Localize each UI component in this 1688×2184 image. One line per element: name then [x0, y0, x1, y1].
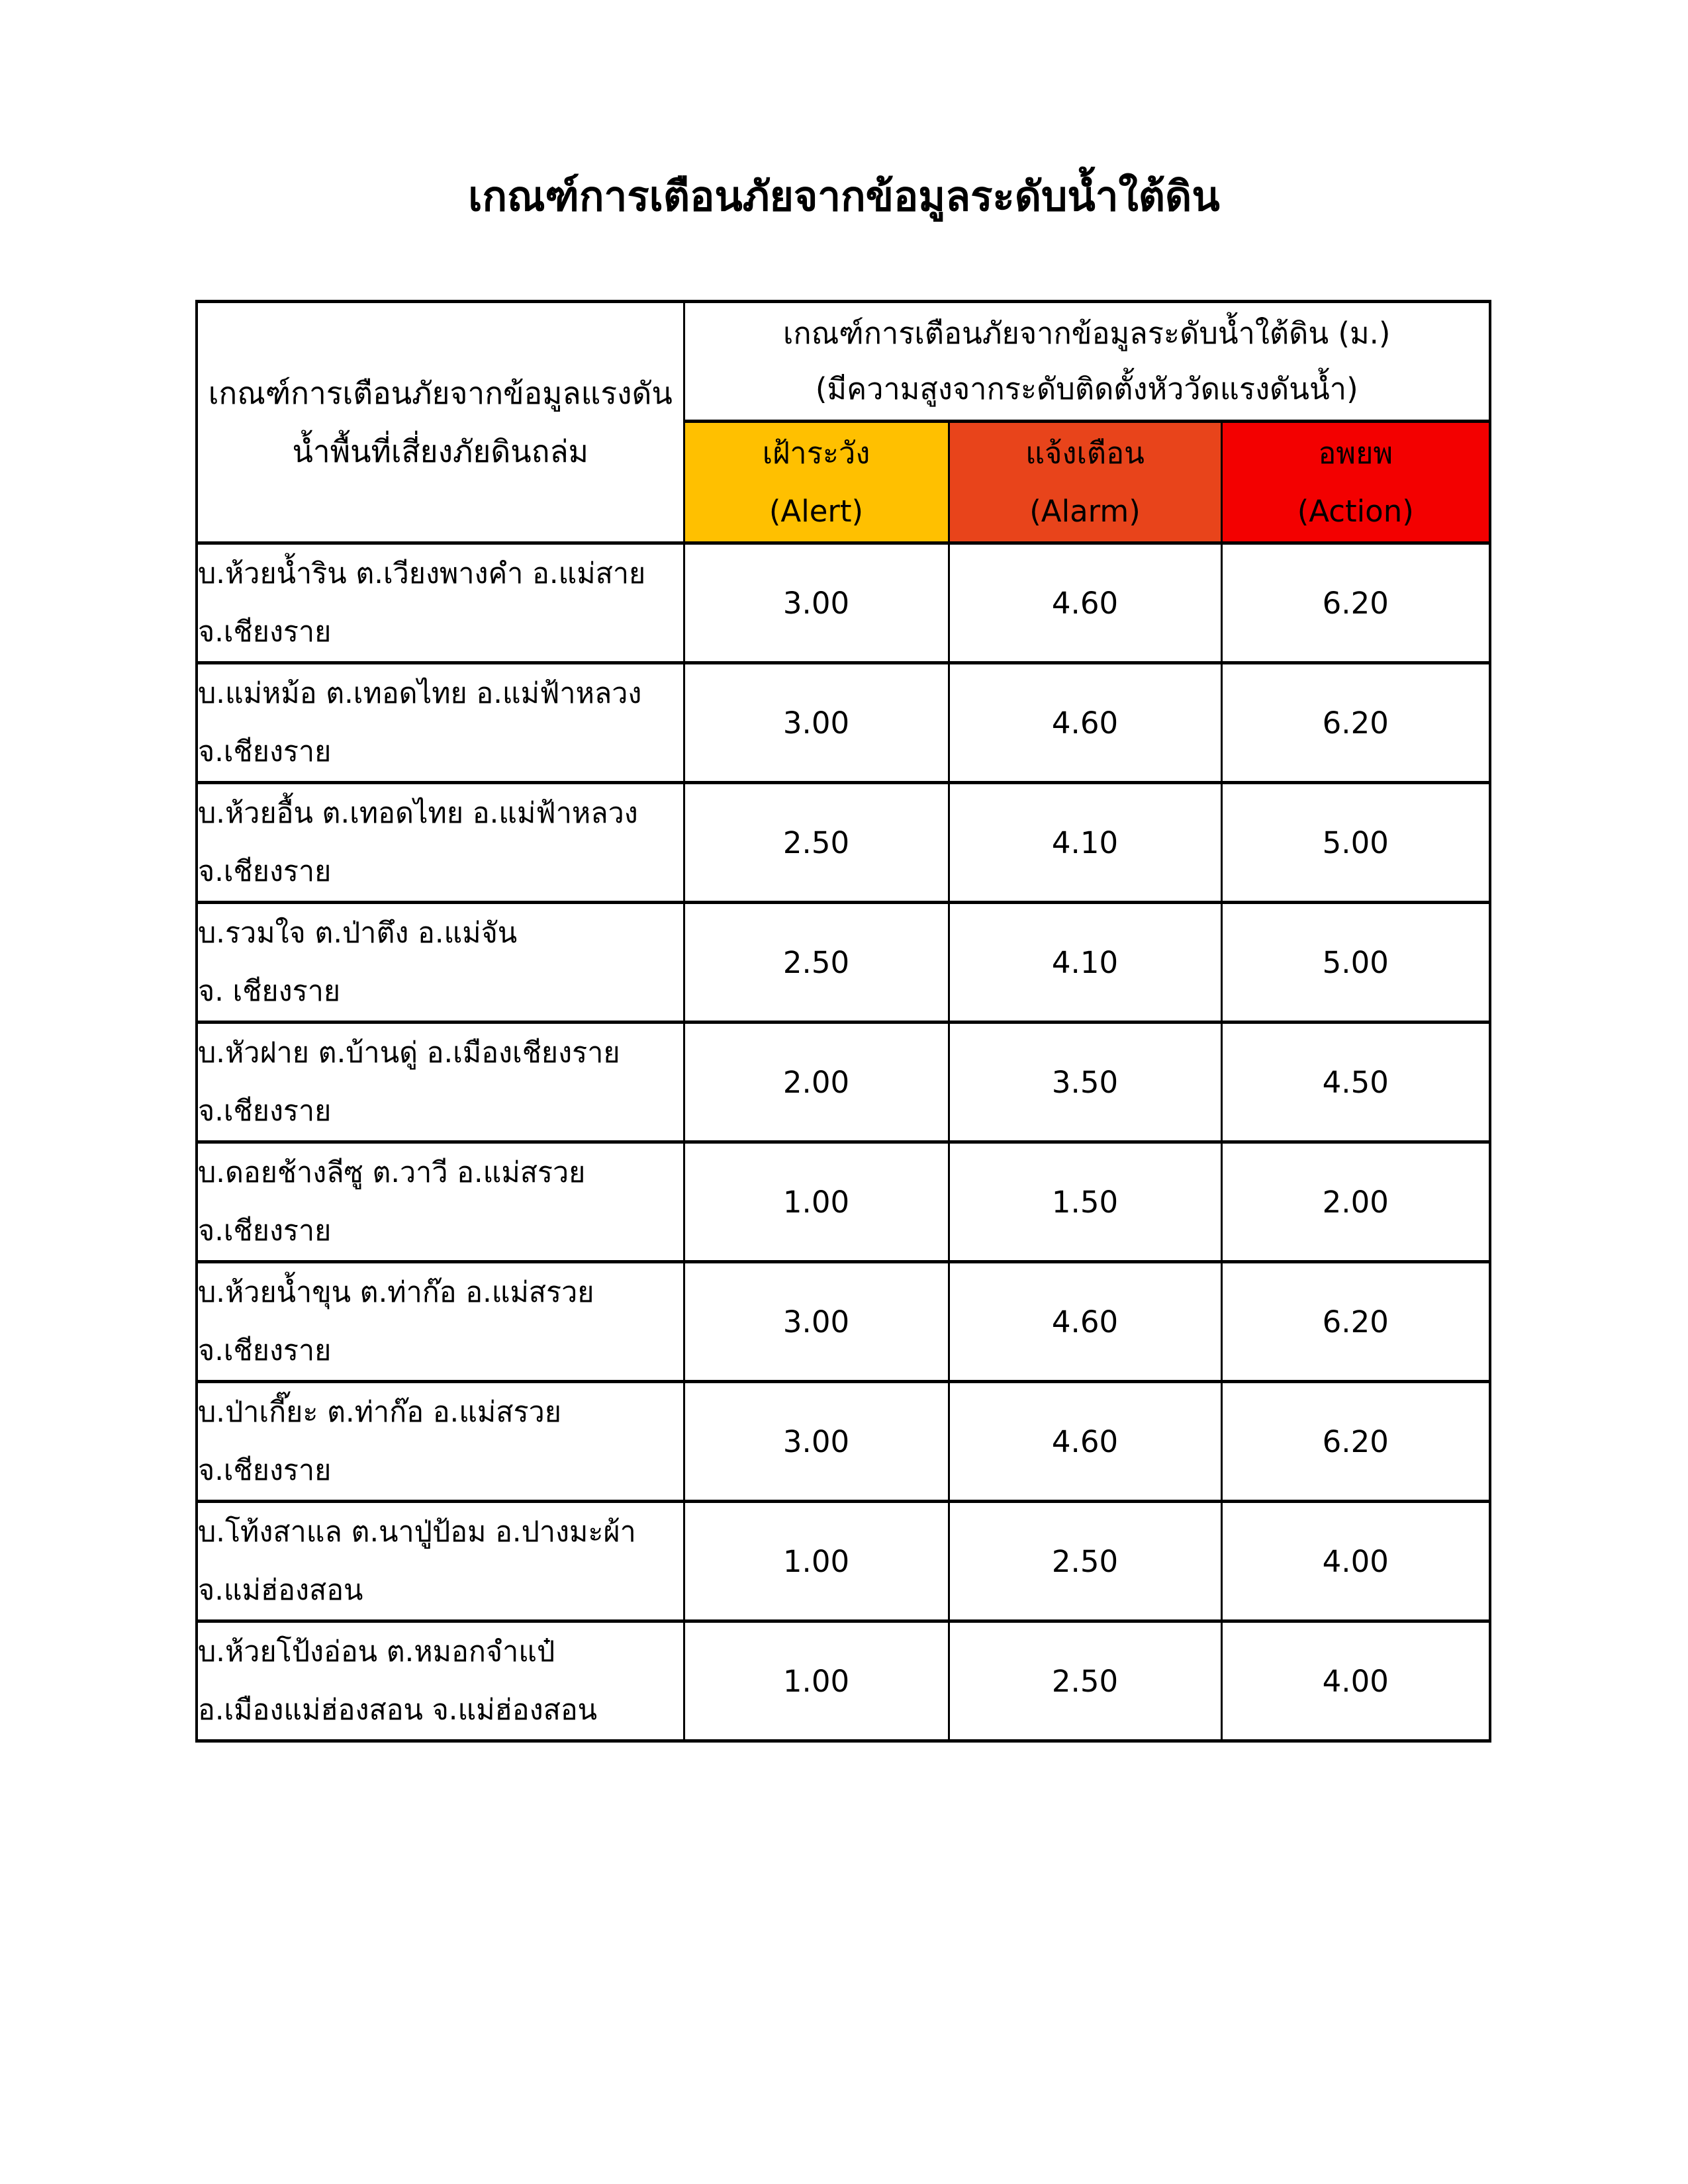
action-label-en: (Action)	[1297, 493, 1414, 529]
location-line2: จ.เชียงราย	[198, 1095, 332, 1128]
location-line2: จ. เชียงราย	[198, 975, 341, 1008]
column-header-location	[197, 302, 684, 543]
location-cell	[197, 1023, 684, 1142]
action-value: 5.00	[1221, 903, 1490, 1023]
location-cell	[197, 543, 684, 663]
action-value: 2.00	[1221, 1142, 1490, 1262]
location-header-line2: น้ำพื้นที่เสี่ยงภัยดินถล่ม	[292, 433, 589, 469]
alert-value: 1.00	[684, 1142, 949, 1262]
location-line2: จ.เชียงราย	[198, 735, 332, 768]
location-line1: บ.ห้วยอื้น ต.เทอดไทย อ.แม่ฟ้าหลวง	[198, 797, 638, 830]
alarm-value: 1.50	[949, 1142, 1221, 1262]
location-line1: บ.หัวฝาย ต.บ้านดู่ อ.เมืองเชียงราย	[198, 1036, 620, 1069]
location-line2: อ.เมืองแม่ฮ่องสอน จ.แม่ฮ่องสอน	[198, 1694, 598, 1727]
location-cell	[197, 783, 684, 903]
alert-value: 3.00	[684, 543, 949, 663]
table-row	[197, 1502, 1490, 1621]
table-row	[197, 903, 1490, 1023]
alert-value: 3.00	[684, 1382, 949, 1502]
action-value: 5.00	[1221, 783, 1490, 903]
table-row	[197, 783, 1490, 903]
alert-label-en: (Alert)	[769, 493, 864, 529]
alarm-value: 4.10	[949, 903, 1221, 1023]
alarm-label-en: (Alarm)	[1029, 493, 1141, 529]
alarm-value: 4.60	[949, 1382, 1221, 1502]
page-title: เกณฑ์การเตือนภัยจากข้อมูลระดับน้ำใต้ดิน	[468, 172, 1220, 220]
alert-value: 2.50	[684, 783, 949, 903]
table-row	[197, 1621, 1490, 1741]
alarm-value: 2.50	[949, 1621, 1221, 1741]
table-row	[197, 1382, 1490, 1502]
action-value: 6.20	[1221, 543, 1490, 663]
alert-value: 1.00	[684, 1621, 949, 1741]
warning-criteria-table	[195, 300, 1491, 1743]
header-row-top	[197, 302, 1490, 422]
location-cell	[197, 663, 684, 783]
alarm-value: 4.60	[949, 1262, 1221, 1382]
location-cell	[197, 1142, 684, 1262]
location-line2: จ.แม่ฮ่องสอน	[198, 1574, 363, 1607]
action-value: 6.20	[1221, 1382, 1490, 1502]
location-line1: บ.แม่หม้อ ต.เทอดไทย อ.แม่ฟ้าหลวง	[198, 677, 642, 710]
location-line2: จ.เชียงราย	[198, 855, 332, 888]
groundwater-header-line2: (มีความสูงจากระดับติดตั้งหัววัดแรงดันน้ำ)	[815, 371, 1358, 406]
alert-value: 3.00	[684, 1262, 949, 1382]
column-header-action	[1221, 422, 1490, 543]
action-value: 4.50	[1221, 1023, 1490, 1142]
column-header-alert	[684, 422, 949, 543]
table-row	[197, 1262, 1490, 1382]
location-cell	[197, 1262, 684, 1382]
location-line1: บ.รวมใจ ต.ป่าตึง อ.แม่จัน	[198, 917, 518, 950]
alarm-value: 4.10	[949, 783, 1221, 903]
alert-value: 3.00	[684, 663, 949, 783]
location-line1: บ.ห้วยโป้งอ่อน ต.หมอกจำแป๋	[198, 1635, 555, 1668]
location-line2: จ.เชียงราย	[198, 1214, 332, 1248]
column-header-alarm	[949, 422, 1221, 543]
location-line2: จ.เชียงราย	[198, 615, 332, 649]
alert-label-th: เฝ้าระวัง	[762, 435, 870, 471]
location-line1: บ.ห้วยน้ำริน ต.เวียงพางคำ อ.แม่สาย	[198, 557, 646, 590]
table-row	[197, 1023, 1490, 1142]
location-cell	[197, 1382, 684, 1502]
table-row	[197, 543, 1490, 663]
location-cell	[197, 1621, 684, 1741]
action-label-th: อพยพ	[1318, 435, 1393, 471]
alert-value: 2.00	[684, 1023, 949, 1142]
alarm-value: 4.60	[949, 543, 1221, 663]
location-line1: บ.โท้งสาแล ต.นาปู่ป้อม อ.ปางมะผ้า	[198, 1516, 636, 1549]
alarm-value: 3.50	[949, 1023, 1221, 1142]
location-line1: บ.ดอยช้างลีซู ต.วาวี อ.แม่สรวย	[198, 1156, 586, 1189]
table-row	[197, 663, 1490, 783]
alert-value: 2.50	[684, 903, 949, 1023]
location-line1: บ.ห้วยน้ำขุน ต.ท่าก๊อ อ.แม่สรวย	[198, 1276, 594, 1309]
alert-value: 1.00	[684, 1502, 949, 1621]
action-value: 4.00	[1221, 1621, 1490, 1741]
location-cell	[197, 903, 684, 1023]
location-line1: บ.ป่าเกี๊ยะ ต.ท่าก๊อ อ.แม่สรวย	[198, 1396, 561, 1429]
table-row	[197, 1142, 1490, 1262]
action-value: 6.20	[1221, 1262, 1490, 1382]
alarm-value: 2.50	[949, 1502, 1221, 1621]
column-header-groundwater	[684, 302, 1490, 422]
action-value: 6.20	[1221, 663, 1490, 783]
alarm-value: 4.60	[949, 663, 1221, 783]
location-cell	[197, 1502, 684, 1621]
location-header-line1: เกณฑ์การเตือนภัยจากข้อมูลแรงดัน	[208, 375, 673, 411]
location-line2: จ.เชียงราย	[198, 1454, 332, 1487]
groundwater-header-line1: เกณฑ์การเตือนภัยจากข้อมูลระดับน้ำใต้ดิน (ม.)	[783, 316, 1391, 351]
location-line2: จ.เชียงราย	[198, 1334, 332, 1367]
alarm-label-th: แจ้งเตือน	[1025, 435, 1145, 471]
action-value: 4.00	[1221, 1502, 1490, 1621]
